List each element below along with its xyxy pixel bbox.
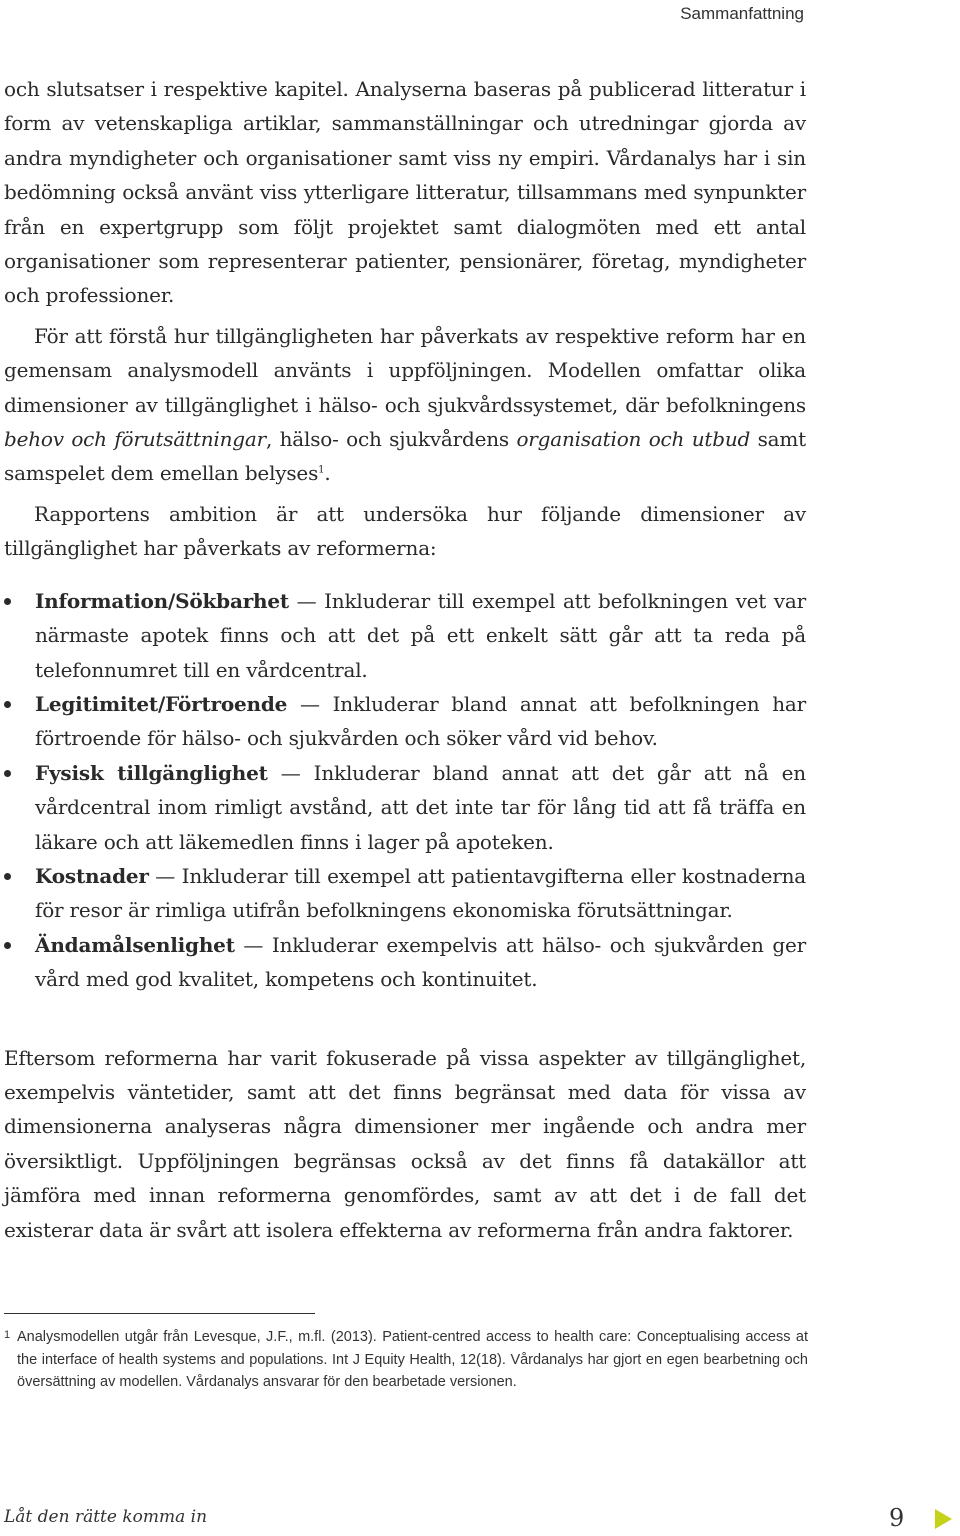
dimension-term: Fysisk tillgänglighet (35, 760, 268, 785)
paragraph-intro: och slutsatser i respektive kapitel. Analyserna baseras på publicerad litteratur i form av vetenskapliga artiklar, sammanställningar och utredningar gjorda av andra myndigheter och organisationer samt viss ny empiri. Vårdanalys har i sin bedömning också använt viss ytterligare litteratur, tillsammans med synpunkter från en expertgrupp som följt projektet samt dialogmöten med ett antal organisationer som representerar patienter, pensionärer, företag, myndigheter och professioner. (4, 77, 806, 308)
footnote-divider (4, 1313, 315, 1314)
bullet-icon (4, 770, 11, 777)
dimension-description: — Inkluderar till exempel att befolkningen vet var närmaste apotek finns och att det på ett enkelt sätt går att ta reda på telefonnumret till en vårdcentral. (35, 588, 806, 682)
next-arrow-icon (935, 1509, 952, 1529)
list-item (4, 756, 806, 859)
dimension-description: — Inkluderar bland annat att det går att nå en vårdcentral inom rimligt avstånd, att det inte tar för lång tid att få träffa en läkare och att läkemedlen finns i lager på apoteken. (35, 760, 806, 854)
dimension-term: Legitimitet/Förtroende (35, 691, 288, 716)
emphasis-organisation: organisation och utbud (516, 427, 751, 452)
bullet-icon (4, 942, 11, 949)
running-header: Sammanfattning (680, 4, 804, 23)
list-item (4, 687, 806, 756)
paragraph-text: För att förstå hur tillgängligheten har påverkats av respektive reform har en gemensam analysmodell använts i uppföljningen. Modellen omfattar olika dimensioner av tillgänglighet i hälso- och sjukvårdssystemet, där befolkningens (4, 323, 806, 417)
bullet-icon (4, 873, 11, 880)
list-item (4, 859, 806, 928)
footnote-number: 1 (4, 1329, 11, 1341)
dimension-term: Ändamålsenlighet (35, 932, 235, 957)
paragraph-ambition: Rapportens ambition är att undersöka hur följande dimensioner av tillgänglighet har påverkats av reformerna: (4, 501, 806, 561)
main-body (4, 72, 806, 1247)
dimension-description: — Inkluderar till exempel att patientavgifterna eller kostnaderna för resor är rimliga utifrån befolkningens ekonomiska förutsättningar. (35, 863, 806, 923)
dimension-description: — Inkluderar bland annat att befolkningen har förtroende för hälso- och sjukvården och söker vård vid behov. (35, 691, 806, 751)
paragraph-text: , hälso- och sjukvårdens (265, 427, 517, 452)
dimension-term: Kostnader (35, 863, 149, 888)
paragraph-analysis-model (4, 319, 806, 491)
emphasis-needs: behov och förutsättningar (4, 427, 266, 452)
bullet-icon (4, 701, 11, 708)
paragraph-text: . (324, 461, 331, 486)
bullet-icon (4, 598, 11, 605)
footnote-reference: 1 (318, 464, 325, 476)
dimension-description: — Inkluderar exempelvis att hälso- och sjukvården ger vård med god kvalitet, kompetens och kontinuitet. (35, 932, 806, 992)
list-item (4, 928, 806, 997)
page-number: 9 (889, 1504, 905, 1532)
footnote-text: Analysmodellen utgår från Levesque, J.F., m.fl. (2013). Patient-centred access to health care: Conceptualising access at the interface of health systems and populations. Int J Equity Health, 12(18). Vårdanalys har gjort en egen bearbetning och översättning av modellen. Vårdanalys ansvarar för den bearbetade versionen. (17, 1329, 808, 1390)
dimension-term: Information/Sökbarhet (35, 588, 289, 613)
footnote (4, 1326, 808, 1394)
dimension-list (4, 584, 806, 997)
list-item (4, 584, 806, 687)
running-footer-title: Låt den rätte komma in (4, 1507, 208, 1527)
paragraph-limitations: Eftersom reformerna har varit fokuserade på vissa aspekter av tillgänglighet, exempelvis väntetider, samt att det finns begränsat med data för vissa av dimensionerna analyseras några dimensioner mer ingående och andra mer översiktligt. Uppföljningen begränsas också av det finns få datakällor att jämföra med innan reformerna genomfördes, samt av att det i de fall det existerar data är svårt att isolera effekterna av reformerna från andra faktorer. (4, 1045, 806, 1242)
paragraph-text: samt samspelet dem emellan belyses (4, 427, 806, 486)
